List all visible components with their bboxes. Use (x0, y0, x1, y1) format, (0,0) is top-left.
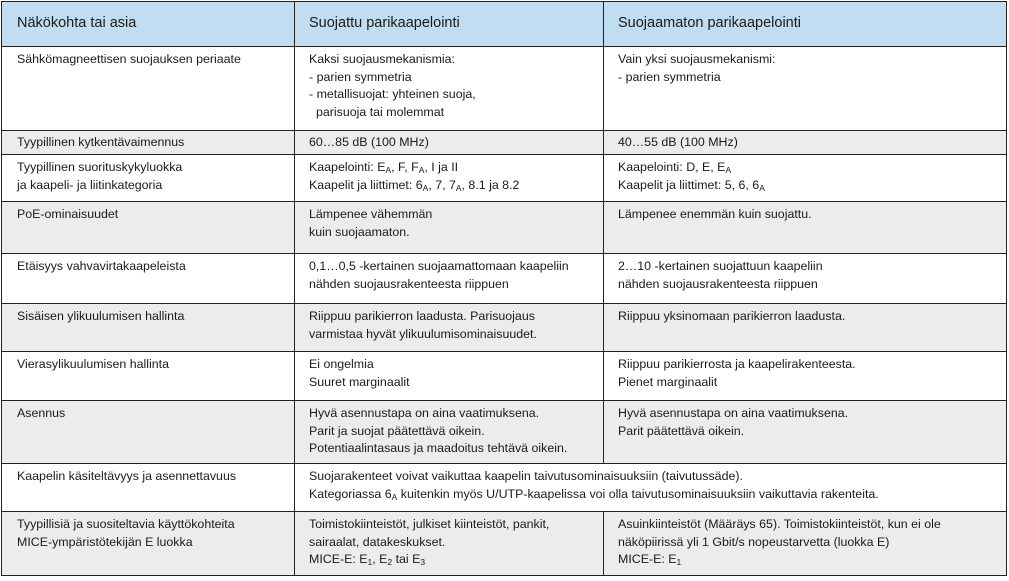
cell-line (309, 486, 996, 504)
shielded-cell (295, 47, 604, 131)
cell-line: kuin suojaamaton. (309, 224, 410, 239)
cell-line (309, 551, 593, 569)
shielded-cell (295, 155, 604, 202)
subscript: A (418, 165, 425, 175)
cell-line: 40…55 dB (100 MHz) (618, 135, 738, 149)
table-row (2, 47, 1007, 131)
aspect-text: Asennus (17, 406, 66, 420)
subscript: 2 (387, 557, 393, 567)
aspect-cell (2, 254, 295, 304)
aspect-text: Etäisyys vahvavirtakaapeleista (17, 259, 186, 273)
table-row (2, 254, 1007, 304)
text: , 8.1 ja 8.2 (461, 177, 520, 192)
cell-line (618, 177, 996, 195)
cell-line (618, 551, 996, 569)
aspect-cell (2, 352, 295, 401)
table-row (2, 464, 1007, 512)
aspect-cell (2, 464, 295, 512)
unshielded-cell (604, 47, 1007, 131)
table-row (2, 352, 1007, 401)
aspect-text: PoE-ominaisuudet (17, 207, 119, 221)
aspect-cell (2, 202, 295, 254)
shielded-cell (295, 202, 604, 254)
cell-line: 0,1…0,5 -kertainen suojaamattomaan kaapeliin (309, 259, 569, 273)
aspect-cell (2, 401, 295, 464)
table-row (2, 401, 1007, 464)
aspect-text: MICE-ympäristötekijän E luokka (17, 534, 193, 549)
shielded-cell (295, 352, 604, 401)
cell-line: Parit ja suojat päätettävä oikein. (309, 423, 485, 438)
merged-cell (295, 464, 1007, 512)
table-row (2, 202, 1007, 254)
aspect-cell (2, 131, 295, 155)
cell-line: nähden suojausrakenteesta riippuen (618, 276, 818, 291)
cell-line: sairaalat, datakeskukset. (309, 534, 446, 549)
table-row (2, 512, 1007, 576)
cell-line: - parien symmetria (618, 69, 721, 84)
subscript: A (385, 165, 392, 175)
shielded-cell (295, 401, 604, 464)
cell-line: Riippuu parikierron laadusta. Parisuojaus (309, 309, 535, 323)
cell-line: varmistaa hyvät ylikuulumisominaisuudet. (309, 326, 537, 341)
unshielded-cell (604, 254, 1007, 304)
text: Kaapelit ja liittimet: 5, 6, 6 (618, 177, 760, 192)
table-row (2, 131, 1007, 155)
text: tai E (392, 552, 421, 566)
aspect-cell (2, 304, 295, 352)
comparison-table (1, 1, 1007, 576)
text: kuitenkin myös U/UTP-kaapelissa voi olla taivutusominaisuuksiin vaikuttavia rakenteita. (397, 486, 879, 501)
cell-line: Riippuu yksinomaan parikierron laadusta. (618, 309, 846, 323)
subscript: A (391, 491, 398, 502)
cell-line (618, 159, 996, 177)
text: MICE-E: E (309, 552, 368, 566)
cell-line: Potentiaalintasaus ja maadoitus tehtävä oikein. (309, 441, 568, 455)
cell-line: nähden suojausrakenteesta riippuen (309, 276, 509, 291)
aspect-text: Tyypillisiä ja suositeltavia käyttökohteita (17, 517, 235, 531)
cell-line: näköpiirissä yli 1 Gbit/s nopeustarvetta (luokka E) (618, 534, 890, 549)
text: , 7, 7 (428, 177, 456, 192)
unshielded-cell (604, 131, 1007, 155)
shielded-cell (295, 512, 604, 576)
subscript: 3 (420, 557, 426, 567)
cell-line: Asuinkiinteistöt (Määräys 65). Toimistokiinteistöt, kun ei ole (618, 517, 941, 531)
aspect-text: Vierasylikuulumisen hallinta (17, 357, 169, 371)
table-row (2, 155, 1007, 202)
unshielded-cell (604, 352, 1007, 401)
cell-line: 60…85 dB (100 MHz) (309, 135, 429, 149)
cell-line (309, 177, 593, 195)
aspect-text: Sähkömagneettisen suojauksen periaate (17, 52, 241, 66)
cell-line: - metallisuojat: yhteinen suoja, (309, 87, 476, 101)
aspect-text: Tyypillinen kytkentävaimennus (17, 135, 185, 149)
aspect-text: ja kaapeli- ja liitinkategoria (17, 177, 163, 192)
cell-line (309, 159, 593, 177)
shielded-cell (295, 254, 604, 304)
aspect-cell (2, 155, 295, 202)
cell-line: Vain yksi suojausmekanismi: (618, 52, 776, 66)
cell-line: Lämpenee vähemmän (309, 207, 433, 221)
text: Kategoriassa 6 (309, 486, 392, 501)
shielded-cell (295, 304, 604, 352)
cell-line: Ei ongelmia (309, 357, 374, 371)
subscript: A (759, 182, 765, 193)
unshielded-cell (604, 512, 1007, 576)
subscript: A (422, 182, 429, 193)
cell-line: Lämpenee enemmän kuin suojattu. (618, 207, 812, 221)
aspect-text: Kaapelin käsiteltävyys ja asennettavuus (17, 469, 237, 483)
unshielded-cell (604, 202, 1007, 254)
cell-line: Suuret marginaalit (309, 374, 410, 389)
cell-line: Toimistokiinteistöt, julkiset kiinteistöt, pankit, (309, 517, 550, 531)
header-row (2, 2, 1007, 47)
cell-line: parisuoja tai molemmat (316, 104, 445, 119)
subscript: 1 (676, 557, 682, 567)
aspect-text: Sisäisen ylikuulumisen hallinta (17, 309, 185, 323)
text: MICE-E: E (618, 552, 677, 566)
text: , E (372, 552, 388, 566)
cell-line: Suojarakenteet voivat vaikuttaa kaapelin taivutusominaisuuksiin (taivutussäde). (309, 469, 743, 483)
table-row (2, 304, 1007, 352)
text: Kaapelointi: D, E, E (618, 160, 726, 174)
aspect-cell (2, 47, 295, 131)
text: , I ja II (424, 160, 459, 174)
header-shielded: Suojattu parikaapelointi (295, 2, 604, 47)
unshielded-cell (604, 304, 1007, 352)
text: , F, F (391, 160, 419, 174)
cell-line: Parit päätettävä oikein. (618, 423, 745, 438)
cell-line: - parien symmetria (309, 69, 412, 84)
header-unshielded: Suojaamaton parikaapelointi (604, 2, 1007, 47)
unshielded-cell (604, 155, 1007, 202)
shielded-cell (295, 131, 604, 155)
text: Kaapelointi: E (309, 160, 386, 174)
subscript: A (455, 182, 462, 193)
cell-line: Riippuu parikierrosta ja kaapelirakenteesta. (618, 357, 856, 371)
cell-line: Hyvä asennustapa on aina vaatimuksena. (309, 406, 540, 420)
cell-line: Hyvä asennustapa on aina vaatimuksena. (618, 406, 849, 420)
subscript: 1 (367, 557, 373, 567)
unshielded-cell (604, 401, 1007, 464)
text: Kaapelit ja liittimet: 6 (309, 177, 423, 192)
cell-line: Pienet marginaalit (618, 374, 718, 389)
cell-line: 2…10 -kertainen suojattuun kaapeliin (618, 259, 823, 273)
header-aspect: Näkökohta tai asia (2, 2, 295, 47)
subscript: A (725, 165, 732, 175)
aspect-cell (2, 512, 295, 576)
aspect-text: Tyypillinen suorituskykyluokka (17, 160, 183, 174)
cell-line: Kaksi suojausmekanismia: (309, 52, 455, 66)
